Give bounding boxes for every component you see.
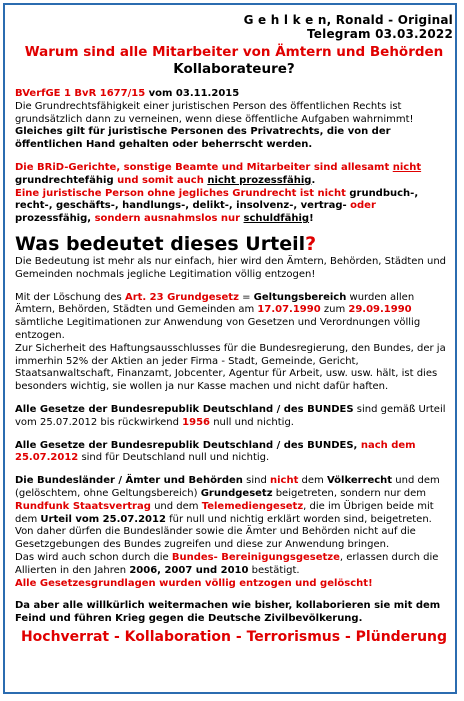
article23-paragraph: Mit der Löschung des Art. 23 Grundgesetz = Geltungsbereich wurden allen Ämtern, Behörden, Städten und Gemeinden am 17.07.1990 zum 29.09.1990 sämtliche Legitimationen zur Anwendung von Gesetzen und Verordnungen völlig entzogen. [15,291,421,341]
verdict-text: Die Grundrechtsfähigkeit einer juristischen Person des öffentlichen Rechts ist grundsätzlich dann zu verneinen, wenn diese öffentliche Aufgaben wahrnimmt! [15,100,414,125]
meaning-heading: Was bedeutet dieses Urteil? [15,232,317,255]
laws-null-1956: Alle Gesetze der Bundesrepublik Deutschland / des BUNDES sind gemäß Urteil vom 25.07.2012 bis rückwirkend 1956 null und nichtig. [15,403,446,428]
footer-slogan: Hochverrat - Kollaboration - Terrorismus - Plünderung [20,628,448,645]
section-meaning [15,232,453,282]
section-article23 [15,292,453,394]
title-line-1: Warum sind alle Mitarbeiter von Ämtern und Behörden [24,44,444,60]
source-line: Telegram 03.03.2022 [307,27,453,41]
author-line: G e h l k e n, Ronald - Original [243,13,453,27]
cleanup-laws-paragraph: Das wird auch schon durch die Bundes- Bereinigungsgesetze, erlassen durch die Allierten in den Jahren 2006, 2007 und 2010 bestätigt. [15,551,439,576]
title-line-2: Kollaborateure? [173,61,295,77]
section-courts [15,162,453,226]
meaning-text: Die Bedeutung ist mehr als nur einfach, hier wird den Ämtern, Behörden, Städten und Gemeinden nochmals jegliche Legitimation völlig entzogen! [15,255,447,280]
section-verdict [15,88,453,152]
laws-null-2012: Alle Gesetze der Bundesrepublik Deutschland / des BUNDES, nach dem 25.07.2012 sind für Deutschland null und nichtig. [15,439,416,464]
states-access-paragraph: Von daher dürfen die Bundesländer sowie die Ämter und Behörden nicht auf die Gesetzgebungen des Bundes zugreifen und diese zur Anwendung bringen. [15,526,416,551]
liability-paragraph: Zur Sicherheit des Haftungsausschlusses für die Bundesregierung, den Bundes, der ja immerhin 52% der Aktien an jeder Firma - Stadt, Gemeinde, Gericht, Staatsanwaltschaft, Finanzamt, Jobcenter, Agentur für Arbeit, usw. usw. hält, ist dies besonders wichtig, sie wollen ja nur Kasse machen und nicht dafür haften. [15,342,446,393]
section-federal-states [15,475,453,590]
document-body [15,13,453,646]
verdict-reference: BVerfGE 1 BvR 1677/15 vom 03.11.2015 [15,88,240,99]
states-paragraph: Die Bundesländer / Ämter und Behörden sind nicht dem Völkerrecht und dem (gelöschtem, ohne Geltungsbereich) Grundgesetz beigetreten, sondern nur dem Rundfunk Staatsvertrag und dem Telemediengesetz, die im Übrigen beide mit dem Urteil vom 25.07.2012 für null und nichtig erklärt worden sind, beigetreten. [15,475,440,525]
verdict-bold: Gleiches gilt für juristische Personen des Privatrechts, die von der öffentlichen Hand gehalten oder beherrscht werden. [15,126,391,151]
document-frame [3,3,457,694]
laws-removed-line: Alle Gesetzesgrundlagen wurden völlig entzogen und gelöscht! [15,577,373,589]
page-title [15,44,453,78]
conclusion-paragraph: Da aber alle willkürlich weitermachen wie bisher, kollaborieren sie mit dem Feind und führen Krieg gegen die Deutsche Zivilbevölkerung. [15,600,441,625]
courts-paragraph: Die BRiD-Gerichte, sonstige Beamte und Mitarbeiter sind allesamt nicht grundrechtefähig und somit auch nicht prozessfähig. Eine juristische Person ohne jegliches Grundrecht ist nicht grundbuch-, recht-, geschäfts-, handlungs-, delikt-, insolvenz-, vertrag- oder prozessfähig, sondern ausnahmslos nur schuldfähig! [15,161,422,225]
